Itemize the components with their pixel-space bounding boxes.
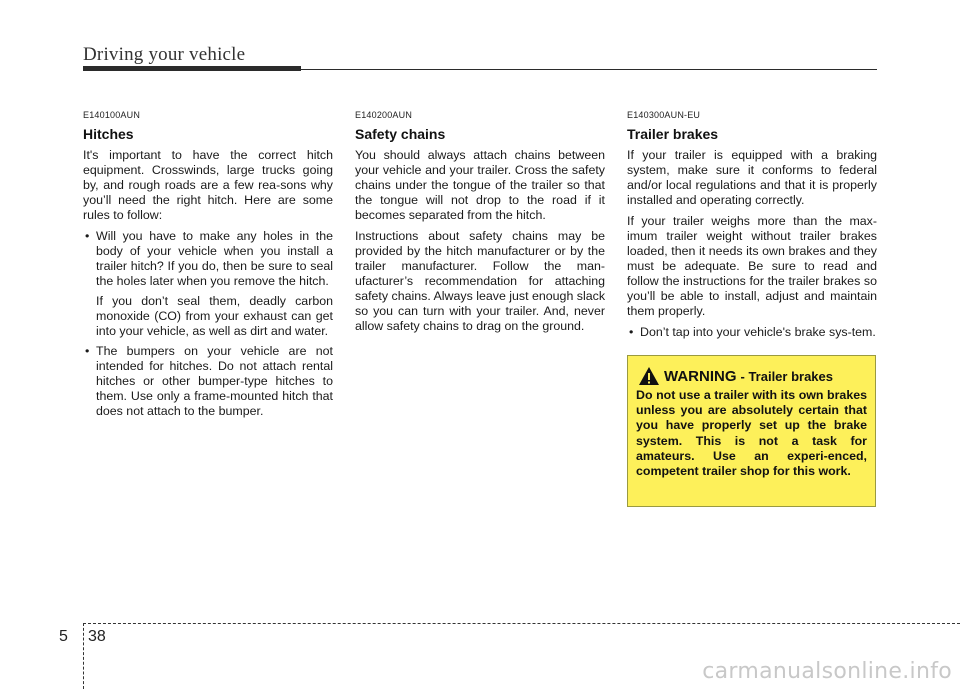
- header-title: Driving your vehicle: [83, 44, 246, 65]
- header-bar-thick: [83, 66, 301, 71]
- section-heading: Trailer brakes: [627, 126, 719, 142]
- bullet-dot: •: [629, 325, 634, 339]
- footer-divider: [83, 623, 960, 624]
- section-code: E140300AUN-EU: [627, 110, 701, 120]
- warning-label: WARNING: [664, 367, 737, 385]
- section-code: E140100AUN: [83, 110, 141, 120]
- bullet-text: Don’t tap into your vehicle's brake sys-tem.: [640, 325, 876, 339]
- bullet-dot: •: [85, 229, 90, 243]
- page-section-number: 5: [59, 628, 68, 645]
- warning-body: Do not use a trailer with its own brakes unless you are absolutely certain that you have properly set up the brake system. This is not a task for amateurs. Use an experi-enced, competent trailer shop for this work.: [636, 388, 867, 479]
- section-heading: Hitches: [83, 126, 134, 142]
- header-bar-thin: [301, 69, 877, 70]
- hitches-section: [83, 110, 333, 424]
- bullet-continuation: If you don’t seal them, deadly carbon monoxide (CO) from your exhaust can get into your vehicle, as well as dirt and water.: [96, 294, 333, 338]
- paragraph: If your trailer is equipped with a braking system, make sure it conforms to federal and/or local regulations and that it is properly installed and operating correctly.: [627, 148, 877, 207]
- intro-paragraph: It's important to have the correct hitch equipment. Crosswinds, large trucks going by, and rough roads are a few rea-sons why you’ll need the right hitch. Here are some rules to follow:: [83, 148, 333, 222]
- page-number: 38: [88, 628, 106, 645]
- list-item: [627, 325, 877, 340]
- watermark: carmanualsonline.info: [702, 659, 952, 684]
- warning-triangle-icon: [638, 366, 660, 386]
- list-item: [83, 229, 333, 339]
- safety-chains-section: [355, 110, 605, 340]
- section-code: E140200AUN: [355, 110, 413, 120]
- section-heading: Safety chains: [355, 126, 446, 142]
- bullet-text: The bumpers on your vehicle are not intended for hitches. Do not attach rental hitches or other bumper-type hitches to them. Use only a frame-mounted hitch that does not attach to the bumper.: [96, 344, 333, 418]
- footer-vertical-divider: [83, 623, 84, 689]
- list-item: [83, 344, 333, 419]
- warning-title: [638, 366, 867, 386]
- warning-box: [627, 355, 876, 507]
- bullet-dot: •: [85, 344, 90, 358]
- bullet-list: [627, 325, 877, 340]
- paragraph: You should always attach chains between your vehicle and your trailer. Cross the safety chains under the tongue of the trailer so that the tongue will not drop to the road if it becomes separated from the hitch.: [355, 148, 605, 222]
- paragraph: Instructions about safety chains may be provided by the hitch manufacturer or by the trailer manufacturer. Follow the man-ufacturer’s recommendation for attaching safety chains. Always leave just enough slack so you can turn with your trailer. And, never allow safety chains to drag on the ground.: [355, 229, 606, 333]
- trailer-brakes-section: [627, 110, 877, 345]
- bullet-text: Will you have to make any holes in the body of your vehicle when you install a trailer hitch? If you do, then be sure to seal the holes later when you remove the hitch.: [96, 229, 333, 288]
- bullet-list: [83, 229, 333, 419]
- paragraph: If your trailer weighs more than the max-imum trailer weight without trailer brakes loaded, then it needs its own brakes and they must be adequate. Be sure to read and follow the instructions for the trailer brakes so you’ll be able to install, adjust and maintain them properly.: [627, 214, 877, 318]
- warning-subtitle: - Trailer brakes: [740, 368, 833, 384]
